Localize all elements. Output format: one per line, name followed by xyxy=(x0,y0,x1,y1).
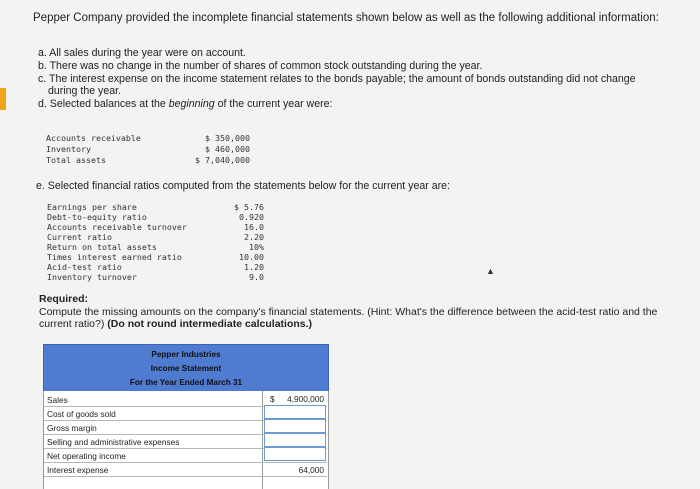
row-divider xyxy=(44,462,327,463)
gross-margin-input[interactable] xyxy=(264,419,326,433)
ratio-label: Return on total assets xyxy=(47,242,157,252)
row-label-cogs: Cost of goods sold xyxy=(47,409,116,419)
ratio-label: Earnings per share xyxy=(47,202,137,212)
balance-value: $ 350,000 xyxy=(205,133,250,143)
balance-label: Inventory xyxy=(46,144,91,154)
balance-label: Total assets xyxy=(46,155,106,165)
balance-value: $ 460,000 xyxy=(205,144,250,154)
ratio-value: 16.0 xyxy=(244,222,264,232)
row-label-sales: Sales xyxy=(47,395,68,405)
statement-header xyxy=(43,344,329,392)
row-label-noi: Net operating income xyxy=(47,451,126,461)
sales-currency: $ xyxy=(270,394,275,404)
ratio-label: Current ratio xyxy=(47,232,112,242)
statement-title: Income Statement xyxy=(150,364,222,373)
item-d: d. Selected balances at the beginning of the current year were: xyxy=(38,98,333,110)
row-label-sga: Selling and administrative expenses xyxy=(47,437,180,447)
statement-period: For the Year Ended March 31 xyxy=(129,378,243,387)
ratio-value: 10% xyxy=(249,242,264,252)
row-divider xyxy=(44,476,327,477)
ratio-label: Accounts receivable turnover xyxy=(47,222,187,232)
ratio-value: 1.20 xyxy=(244,262,264,272)
balance-label: Accounts receivable xyxy=(46,133,141,143)
ratio-value: 9.0 xyxy=(249,272,264,282)
balance-value: $ 7,040,000 xyxy=(195,155,250,165)
mouse-cursor-icon: ▲ xyxy=(486,266,495,276)
noi-input[interactable] xyxy=(264,447,326,461)
required-text: Compute the missing amounts on the company's financial statements. (Hint: What's the difference between the acid-test ratio and the current ratio?) (Do not round intermediate calculations.) xyxy=(39,306,658,330)
ratio-value: 0.920 xyxy=(239,212,264,222)
row-label-interest: Interest expense xyxy=(47,465,109,475)
ratio-label: Times interest earned ratio xyxy=(47,252,182,262)
ratio-value: 2.20 xyxy=(244,232,264,242)
ratio-value: $ 5.76 xyxy=(234,202,264,212)
side-marker xyxy=(0,88,6,110)
item-b: b. There was no change in the number of shares of common stock outstanding during the year. xyxy=(38,60,483,72)
item-a: a. All sales during the year were on account. xyxy=(38,47,246,59)
item-e: e. Selected financial ratios computed from the statements below for the current year are: xyxy=(36,180,450,192)
row-label-gross-margin: Gross margin xyxy=(47,423,97,433)
ratio-label: Debt-to-equity ratio xyxy=(47,212,147,222)
item-c-cont: during the year. xyxy=(48,85,122,97)
ratio-label: Inventory turnover xyxy=(47,272,137,282)
sales-value: 4,900,000 xyxy=(287,394,324,404)
interest-value: 64,000 xyxy=(298,465,324,475)
ratio-value: 10.00 xyxy=(239,252,264,262)
ratio-label: Acid-test ratio xyxy=(47,262,122,272)
item-c: c. The interest expense on the income statement relates to the bonds payable; the amount of bonds outstanding did not change xyxy=(38,73,636,85)
cogs-input[interactable] xyxy=(264,405,326,419)
intro-text: Pepper Company provided the incomplete financial statements shown below as well as the following additional information: xyxy=(33,12,659,24)
required-heading: Required: xyxy=(39,293,89,305)
statement-company: Pepper Industries xyxy=(151,350,221,359)
sga-input[interactable] xyxy=(264,433,326,447)
